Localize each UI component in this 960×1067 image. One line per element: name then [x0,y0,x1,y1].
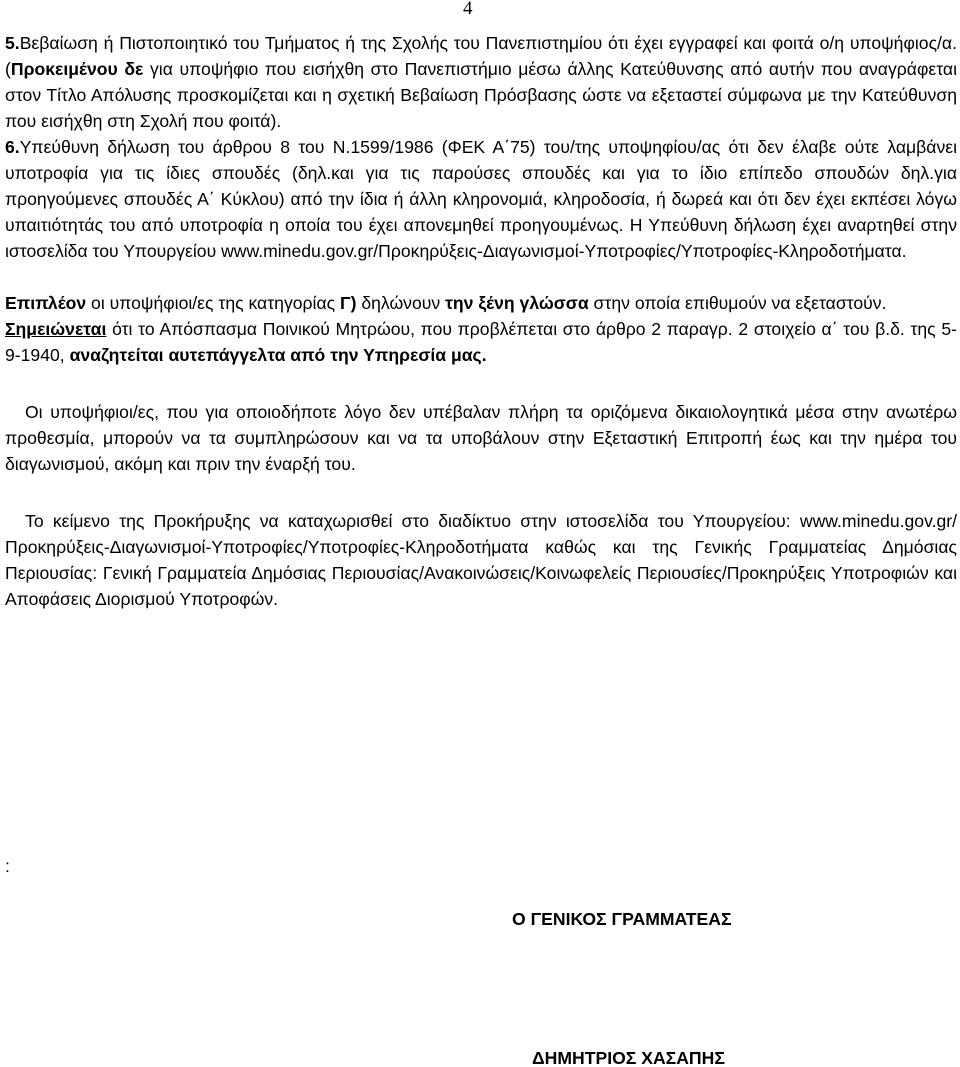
document-body [5,30,957,612]
criminal-text-1: ότι το Απόσπασμα Ποινικού Μητρώου, που προβλέπεται στο άρθρο 2 παραγρ. 2 στοιχείο α΄ του β.δ. της 5-9-1940, [5,319,957,365]
language-paragraph [5,290,957,316]
spacer [5,368,957,399]
signature-name: ΔΗΜΗΤΡΙΟΣ ΧΑΣΑΠΗΣ [532,1048,725,1067]
language-text-3: στην οποία επιθυμούν να εξεταστούν. [588,293,887,313]
language-bold-2: Γ) [340,293,357,313]
item-5-paragraph [5,30,957,134]
spacer [5,477,957,508]
language-bold-3: την ξένη γλώσσα [445,293,589,313]
colon-mark: : [5,856,10,876]
internet-paragraph: Το κείμενο της Προκήρυξης να καταχωρισθεί στο διαδίκτυο στην ιστοσελίδα του Υπουργείου: www.minedu.gov.gr/Προκηρύξεις-Διαγωνισμοί-Υποτροφίες/Υποτροφίες-Κληροδοτήματα καθώς και της Γενικής Γραμματείας Δημόσιας Περιουσίας: Γενική Γραμματεία Δημόσιας Περιουσίας/Ανακοινώσεις/Κοινωφελείς Περιουσίες/Προκηρύξεις Υποτροφιών και Αποφάσεις Διορισμού Υποτροφών. [5,511,957,609]
deadline-paragraph: Οι υποψήφιοι/ες, που για οποιοδήποτε λόγο δεν υπέβαλαν πλήρη τα οριζόμενα δικαιολογητικά μέσα στην ανωτέρω προθεσμία, μπορούν να τα συμπληρώσουν και να τα υποβάλουν στην Εξεταστική Επιτροπή έως και την ημέρα του διαγωνισμού, ακόμη και πριν την έναρξή του. [5,402,957,474]
language-text-2: δηλώνουν [356,293,446,313]
item-6-number: 6. [5,137,20,157]
item-5-bold: Προκειμένου δε [10,59,144,79]
criminal-bold-2: αναζητείται αυτεπάγγελτα από την Υπηρεσία μας. [69,345,487,365]
language-bold-1: Επιπλέον [5,293,87,313]
item-6-text: 1599/1986 (ΦΕΚ Α΄75) του/της υποψηφίου/ας ότι δεν έλαβε ούτε λαμβάνει υποτροφία για τις ίδιες σπουδές (δηλ.και για τις παρούσες σπουδές και για το ίδιο επίπεδο σπουδών δηλ.για προηγούμενες σπουδές Α΄ Κύκλου) από την ίδια ή άλλη κληρονομιά, κληροδοσία, ή δωρεά και ότι δεν έχει εκπέσει λόγω υπαιτιότητάς του από υποτροφία η οποία του έχει απονεμηθεί προηγουμένως. Η Υπεύθυνη δήλωση έχει αναρτηθεί στην ιστοσελίδα του Υπουργείου www.minedu.gov.gr/Προκηρύξεις-Διαγωνισμοί-Υποτροφίες/Υποτροφίες-Κληροδοτήματα. [5,137,957,261]
item-5-rest: για υποψήφιο που εισήχθη στο Πανεπιστήμιο μέσω άλλης Κατεύθυνσης από αυτήν που αναγράφεται στον Τίτλο Απόλυσης προσκομίζεται και η σχετική Βεβαίωση Πρόσβασης ώστε να εξεταστεί σύμφωνα με την Κατεύθυνση που εισήχθη στη Σχολή που φοιτά). [5,59,957,131]
item-6-paragraph [5,134,957,264]
signature-title: Ο ΓΕΝΙΚΟΣ ΓΡΑΜΜΑΤΕΑΣ [512,909,732,929]
item-6-heading: Υπεύθυνη δήλωση του άρθρου 8 του Ν. [19,137,351,157]
criminal-bold-1: Σημειώνεται [5,319,107,339]
criminal-record-paragraph [5,316,957,368]
spacer [5,264,957,290]
page-number: 4 [463,0,473,19]
language-text-1: οι υποψήφιοι/ες της κατηγορίας [86,293,341,313]
item-5-number: 5. [5,33,20,53]
item-5-text: Βεβαίωση ή Πιστοποιητικό του Τμήματος ή της Σχολής του Πανεπιστημίου ότι έχει εγγραφεί και φοιτά ο/η υποψήφιος/α. ( [5,33,957,79]
